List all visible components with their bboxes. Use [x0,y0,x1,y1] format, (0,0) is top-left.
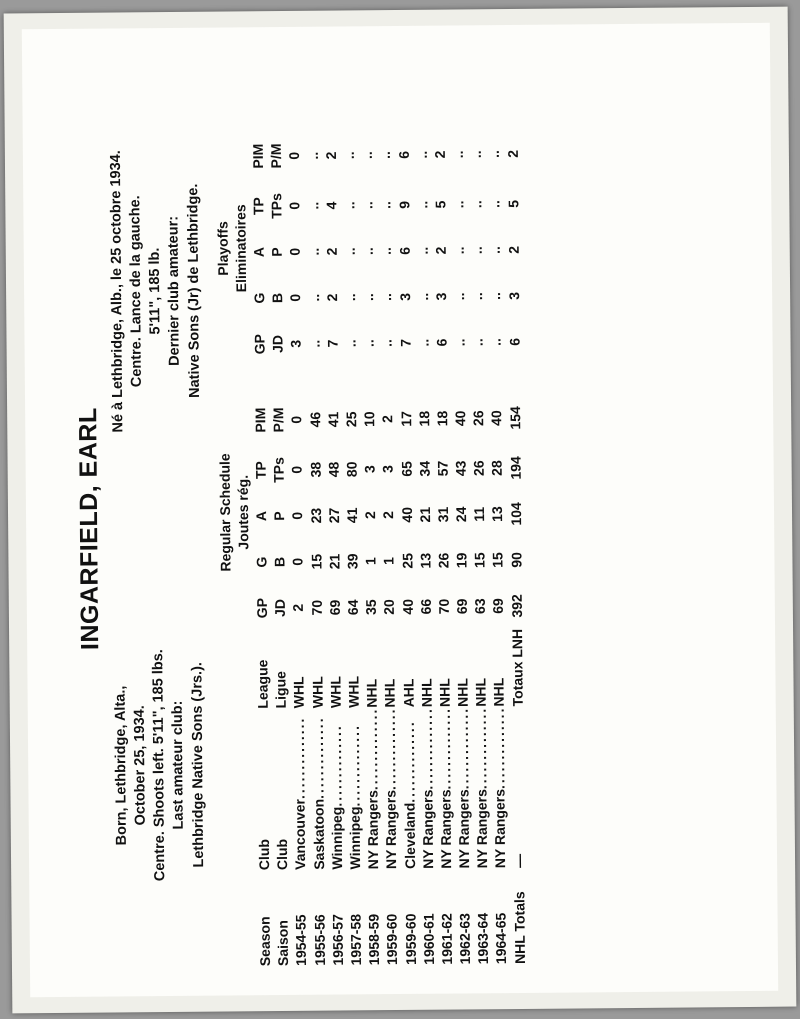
cell-league: NHL [381,678,399,708]
cell-league: NHL [472,677,489,707]
cell-league: WHL [327,676,344,709]
cell-league: AHL [399,678,417,708]
cell-pim: 46 [306,411,323,428]
cell-club [326,708,346,870]
cell-playoff-a: .. [378,247,395,255]
col-header-club-fr: Club [274,838,291,871]
card-print-area [22,23,778,997]
bio-section [106,89,209,968]
totals-playoff-g: 3 [505,291,522,300]
group-header-playoffs-fr: Eliminatoires [232,204,249,293]
cell-playoff-pim: .. [340,151,357,160]
card-text-block [69,58,767,994]
bio-french [106,89,205,494]
cell-club [363,708,383,870]
cell-league: NHL [454,678,471,707]
cell-season: 1958-59 [365,913,383,966]
cell-club [381,707,401,869]
cell-playoff-pim: 2 [322,151,339,160]
totals-dash: — [510,853,527,869]
bio-en-line: Born, Lethbridge, Alta., [112,685,130,846]
club-name: Saskatoon [310,798,327,870]
cell-playoff-a: 2 [432,246,449,255]
cell-season: 1963-64 [474,912,492,965]
cell-gp: 70 [308,599,325,616]
cell-playoff-tp: 4 [323,201,340,210]
cell-league: NHL [363,678,380,708]
club-name: NY Rangers [473,789,491,869]
leader-dots: .............. [400,720,418,803]
cell-pim: 41 [324,411,342,428]
cell-playoff-a: 6 [396,246,413,255]
cell-gp: 40 [399,598,416,615]
cell-playoff-pim: 2 [431,150,448,159]
col-header-playoff-tp: TP [250,197,267,216]
totals-playoff-gp: 6 [506,337,523,346]
cell-playoff-g: .. [342,293,359,302]
cell-playoff-g: .. [451,292,468,301]
cell-playoff-gp: .. [342,339,359,348]
cell-playoff-gp: 7 [324,339,341,348]
cell-playoff-tp: .. [468,200,485,209]
player-name: INGARFIELD, EARL [74,407,105,651]
cell-playoff-gp: 7 [397,338,414,347]
cell-tp: 80 [343,461,360,478]
cell-playoff-gp: .. [487,338,505,347]
club-name: NY Rangers [364,790,382,870]
cell-playoff-g: .. [305,293,322,302]
cell-a: 40 [398,506,415,523]
cell-gp: 69 [490,598,507,614]
cell-club [290,708,310,870]
bio-en-line: October 25, 1934. [131,705,149,826]
col-header-league: League [254,659,271,709]
col-header-tps: TPs [270,457,287,483]
col-header-playoff-a: A [250,246,267,258]
leader-dots: .............. [436,706,454,790]
leader-dots: .............. [363,707,381,791]
cell-playoff-g: .. [487,292,504,301]
totals-g: 90 [507,552,525,568]
col-header-playoff-pm: P/M [267,143,285,169]
col-header-season: Season [256,916,273,967]
col-header-a: A [253,510,270,522]
cell-league: NHL [418,678,435,708]
career-stats-table [212,127,528,967]
cell-playoff-pim: .. [358,151,376,160]
cell-a: 13 [489,506,506,522]
club-name: NY Rangers [437,789,455,869]
leader-dots: .............. [345,723,363,807]
col-header-playoff-jd: JD [269,334,286,353]
bio-fr-line: Native Sons (Jr) de Lethbridge. [184,183,203,398]
cell-g: 25 [398,552,416,569]
cell-playoff-pim: .. [413,150,430,159]
cell-g: 15 [471,552,488,569]
totals-label-en: NHL Totals [510,891,528,965]
cell-playoff-pim: .. [486,150,503,159]
cell-playoff-a: .. [414,246,431,255]
cell-playoff-g: 3 [396,292,413,301]
bio-en-line: Centre. Shoots left. 5'11", 185 lbs. [150,649,169,882]
cell-gp: 66 [417,598,434,615]
totals-label-fr: Totaux LNH [508,628,526,707]
group-header-playoffs-en: Playoffs [214,221,231,276]
cell-a: 31 [434,506,451,523]
cell-a: 23 [307,507,324,524]
cell-tp: 38 [307,461,324,478]
cell-g: 39 [344,553,361,570]
cell-club [454,707,474,869]
cell-playoff-gp: 3 [287,339,304,348]
cell-season: 1961-62 [438,913,455,965]
leader-dots: .............. [418,707,436,790]
cell-playoff-a: .. [487,246,504,255]
cell-tp: 3 [361,465,378,474]
cell-gp: 64 [344,599,361,616]
club-name: NY Rangers [491,788,509,869]
cell-playoff-g: 3 [432,292,450,301]
cell-gp: 2 [290,603,307,612]
cell-tp: 57 [434,460,451,477]
cell-club [399,707,419,869]
cell-pim: 17 [397,411,414,427]
cell-g: 15 [489,552,506,568]
cell-season: 1962-63 [456,912,474,965]
bio-fr-line: Centre. Lance de la gauche. [127,195,146,388]
cell-season: 1959-60 [383,913,401,966]
cell-tp: 34 [416,460,433,477]
cell-tp: 0 [288,465,306,474]
cell-playoff-tp: .. [359,201,376,210]
bio-fr-line: Dernier club amateur: [165,215,184,366]
cell-playoff-gp: .. [306,339,323,348]
cell-playoff-gp: 6 [433,338,450,347]
cell-playoff-tp: .. [413,200,431,209]
cell-gp: 69 [453,598,470,615]
cell-playoff-a: .. [341,247,358,256]
leader-dots: .............. [309,716,327,799]
col-header-ligue: Ligue [272,671,289,709]
cell-playoff-a: 0 [287,247,304,256]
col-header-playoff-p: P [268,247,285,257]
rotated-content-wrapper [22,22,797,1013]
totals-playoff-tp: 5 [504,199,521,208]
cell-a: 0 [289,511,306,520]
hockey-card-back [4,7,797,1014]
cell-playoff-tp: .. [341,201,358,210]
group-header-regular-fr: Joutes rég. [234,474,252,550]
cell-a: 2 [380,511,397,519]
cell-club [345,708,365,870]
cell-pim: 40 [488,410,505,426]
club-name: NY Rangers [419,789,436,869]
cell-playoff-g: .. [378,293,395,301]
cell-playoff-tp: .. [304,201,321,210]
cell-pim: 2 [379,415,396,423]
club-name: Cleveland [401,802,418,869]
cell-gp: 20 [381,599,398,615]
cell-pim: 18 [434,410,451,427]
cell-season: 1954-55 [292,914,310,966]
col-header-p: P [271,511,288,521]
cell-tp: 65 [398,461,415,477]
cell-playoff-g: 2 [323,293,340,302]
cell-playoff-g: .. [414,292,431,301]
cell-tp: 26 [470,460,487,477]
club-name: Vancouver [291,798,309,870]
cell-playoff-a: 2 [323,247,340,256]
cell-season: 1960-61 [420,913,437,965]
cell-a: 24 [453,506,470,523]
cell-playoff-gp: .. [451,338,468,347]
cell-g: 1 [362,557,379,566]
totals-a: 104 [507,502,524,526]
cell-playoff-tp: .. [486,200,503,209]
col-header-gp: GP [253,597,270,619]
cell-g: 19 [453,552,470,569]
cell-a: 27 [325,507,342,524]
col-header-club: Club [255,839,273,871]
club-name: NY Rangers [455,789,473,869]
cell-playoff-gp: .. [469,338,486,347]
leader-dots: .............. [382,707,399,791]
cell-club [436,707,456,869]
cell-a: 2 [362,511,379,520]
cell-playoff-gp: .. [360,339,377,348]
cell-playoff-a: .. [305,247,322,256]
cell-g: 26 [435,552,452,569]
col-header-saison: Saison [274,920,292,967]
cell-playoff-gp: .. [378,339,395,347]
totals-pim: 154 [506,406,523,430]
club-name: Winnipeg [346,806,364,870]
totals-playoff-pim: 2 [504,149,521,158]
cell-pim: 26 [470,410,487,427]
cell-league: WHL [309,676,326,709]
bio-english [110,563,209,968]
cell-season: 1959-60 [402,913,419,965]
cell-playoff-pim: 0 [286,151,303,160]
cell-gp: 70 [435,598,452,615]
cell-playoff-a: .. [359,247,376,256]
col-header-playoff-gp: GP [251,333,268,355]
club-name: Winnipeg [328,806,345,870]
col-header-playoff-g: G [251,292,268,304]
leader-dots: .............. [327,724,345,807]
cell-club [490,706,510,868]
cell-tp: 48 [325,461,342,478]
cell-playoff-pim: .. [304,151,321,160]
cell-pim: 18 [415,410,432,427]
cell-club [472,707,492,869]
cell-playoff-gp: .. [415,338,432,347]
col-header-b: B [271,556,288,568]
col-header-playoff-pim: PIM [249,143,267,169]
cell-club [417,707,437,869]
cell-g: 1 [380,557,397,565]
cell-club [308,708,328,870]
leader-dots: .............. [454,706,472,790]
cell-playoff-pim: .. [468,150,485,159]
cell-league: NHL [490,677,508,707]
col-header-pm: P/M [270,407,287,433]
cell-playoff-pim: .. [449,150,466,159]
cell-pim: 10 [361,411,378,428]
group-header-regular-en: Regular Schedule [216,453,234,572]
cell-league: WHL [345,675,362,708]
cell-g: 15 [307,553,325,570]
cell-playoff-g: .. [469,292,486,301]
club-name: NY Rangers [382,789,400,870]
leader-dots: .............. [291,716,308,800]
col-header-tp: TP [252,461,269,480]
cell-pim: 0 [288,415,305,424]
bio-fr-line: Né à Lethbridge, Alb., le 25 octobre 1934. [107,150,127,433]
cell-gp: 63 [472,598,489,615]
col-header-playoff-b: B [269,292,286,304]
cell-tp: 43 [452,460,469,477]
cell-league: WHL [290,676,308,709]
totals-playoff-a: 2 [505,245,522,254]
cell-playoff-tp: .. [450,200,467,209]
cell-g: 21 [326,553,343,570]
cell-gp: 69 [326,599,343,616]
cell-season: 1957-58 [347,913,364,966]
col-header-pim: PIM [252,407,269,433]
bio-en-line: Lethbridge Native Sons (Jrs.). [188,662,207,868]
bio-en-line: Last amateur club: [170,700,188,830]
cell-tp: 28 [489,460,506,476]
leader-dots: .............. [491,706,508,790]
cell-a: 21 [416,506,433,523]
col-header-playoff-tps: TPs [268,193,285,219]
bio-fr-line: 5'11", 185 lb. [146,247,164,335]
cell-playoff-tp: .. [377,201,394,209]
cell-pim: 25 [343,411,360,428]
cell-tp: 3 [379,465,396,473]
cell-playoff-a: .. [450,246,467,255]
cell-playoff-tp: 9 [395,200,412,209]
cell-playoff-pim: 6 [395,150,412,159]
cell-playoff-pim: .. [377,151,394,159]
cell-season: 1964-65 [492,912,510,965]
cell-season: 1956-57 [329,914,346,966]
cell-playoff-tp: 0 [286,201,303,210]
cell-g: 0 [289,557,306,566]
cell-season: 1955-56 [311,914,328,966]
cell-a: 11 [471,506,488,522]
cell-playoff-g: 0 [287,293,304,302]
totals-gp: 392 [508,594,525,618]
totals-tp: 194 [507,456,524,480]
col-header-jd: JD [271,598,289,617]
cell-gp: 35 [362,599,380,616]
cell-league: NHL [436,678,453,708]
cell-playoff-tp: 5 [432,200,449,209]
leader-dots: .............. [472,706,490,790]
cell-playoff-g: .. [360,293,377,302]
col-header-g: G [253,556,270,568]
cell-playoff-a: .. [468,246,486,255]
cell-a: 41 [343,507,361,524]
cell-pim: 40 [452,410,469,427]
cell-g: 13 [417,552,434,569]
